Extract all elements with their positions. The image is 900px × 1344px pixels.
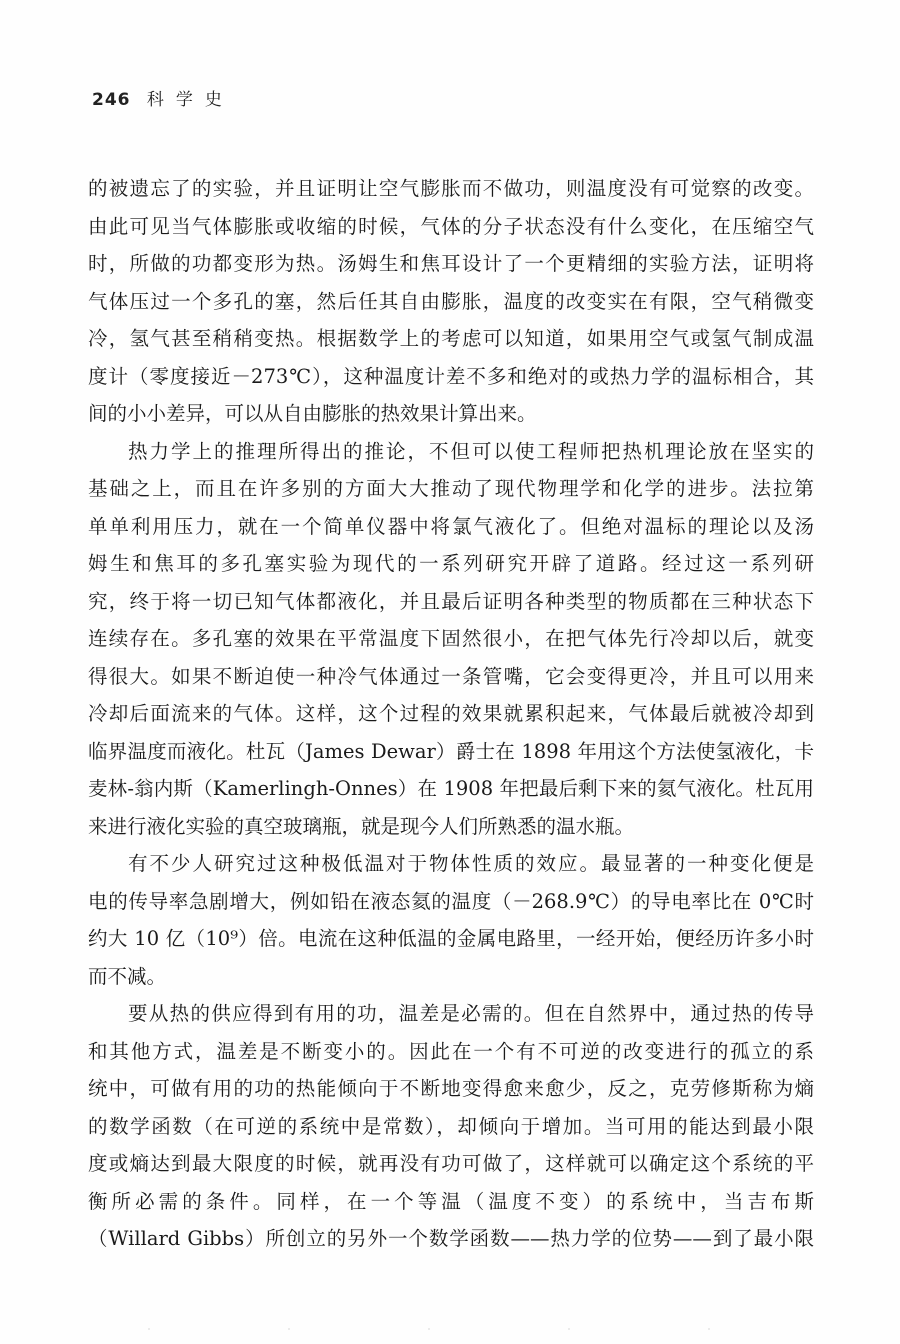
book-title: 科学史 (146, 90, 234, 110)
page-number: 246 (92, 90, 131, 110)
text-line: 来进行液化实验的真空玻璃瓶，就是现今人们所熟悉的温水瓶。 (88, 814, 635, 838)
text-line: 临界温度而液化。杜瓦（James Dewar）爵士在 1898 年用这个方法使氢液化，卡 (88, 739, 814, 763)
paragraph (88, 995, 814, 1258)
text-line: 衡所必需的条件。同样，在一个等温（温度不变）的系统中，当吉布斯 (88, 1189, 814, 1213)
running-head (92, 85, 234, 110)
text-line: 间的小小差异，可以从自由膨胀的热效果计算出来。 (88, 402, 537, 425)
text-line: 气体压过一个多孔的塞，然后任其自由膨胀，温度的改变实在有限，空气稍微变 (88, 289, 814, 313)
page-edge-specks (88, 1328, 814, 1330)
text-line: 的数学函数（在可逆的系统中是常数），却倾向于增加。当可用的能达到最小限 (88, 1114, 814, 1138)
text-line: 单单利用压力，就在一个简单仪器中将氯气液化了。但绝对温标的理论以及汤 (88, 514, 814, 538)
text-line: 究，终于将一切已知气体都液化，并且最后证明各种类型的物质都在三种状态下 (88, 589, 814, 613)
text-line: （Willard Gibbs）所创立的另外一个数学函数——热力学的位势——到了最小限 (88, 1227, 814, 1250)
text-line: 由此可见当气体膨胀或收缩的时候，气体的分子状态没有什么变化，在压缩空气 (88, 214, 814, 238)
text-line: 基础之上，而且在许多别的方面大大推动了现代物理学和化学的进步。法拉第 (88, 477, 814, 500)
text-line: 连续存在。多孔塞的效果在平常温度下固然很小，在把气体先行冷却以后，就变 (88, 627, 814, 650)
text-line: 要从热的供应得到有用的功，温差是必需的。但在自然界中，通过热的传导 (128, 1002, 814, 1025)
text-line: 电的传导率急剧增大，例如铅在液态氦的温度（－268.9℃）的导电率比在 0℃时 (88, 889, 814, 913)
text-line: 约大 10 亿（10⁹）倍。电流在这种低温的金属电路里，一经开始，便经历许多小时 (88, 927, 814, 950)
text-line: 冷却后面流来的气体。这样，这个过程的效果就累积起来，气体最后就被冷却到 (88, 702, 814, 725)
paragraph (88, 170, 814, 433)
text-line: 得很大。如果不断迫使一种冷气体通过一条管嘴，它会变得更冷，并且可以用来 (88, 664, 814, 688)
paragraph (88, 845, 814, 995)
text-line: 姆生和焦耳的多孔塞实验为现代的一系列研究开辟了道路。经过这一系列研 (88, 552, 814, 575)
paragraph (88, 433, 814, 846)
text-line: 而不减。 (88, 964, 167, 988)
text-line: 统中，可做有用的功的热能倾向于不断地变得愈来愈少，反之，克劳修斯称为熵 (88, 1077, 814, 1100)
body-text (88, 170, 814, 1258)
text-line: 热力学上的推理所得出的推论，不但可以使工程师把热机理论放在坚实的 (128, 439, 814, 463)
text-line: 冷，氢气甚至稍稍变热。根据数学上的考虑可以知道，如果用空气或氢气制成温 (88, 327, 814, 350)
text-line: 和其他方式，温差是不断变小的。因此在一个有不可逆的改变进行的孤立的系 (88, 1039, 814, 1063)
text-line: 度计（零度接近－273℃），这种温度计差不多和绝对的或热力学的温标相合，其 (88, 364, 814, 388)
text-line: 度或熵达到最大限度的时候，就再没有功可做了，这样就可以确定这个系统的平 (88, 1152, 814, 1175)
text-line: 时，所做的功都变形为热。汤姆生和焦耳设计了一个更精细的实验方法，证明将 (88, 252, 814, 275)
text-line: 麦林-翁内斯（Kamerlingh-Onnes）在 1908 年把最后剩下来的氦气液化。杜瓦用 (88, 777, 814, 800)
text-line: 的被遗忘了的实验，并且证明让空气膨胀而不做功，则温度没有可觉察的改变。 (88, 177, 814, 200)
text-line: 有不少人研究过这种极低温对于物体性质的效应。最显著的一种变化便是 (128, 852, 814, 875)
